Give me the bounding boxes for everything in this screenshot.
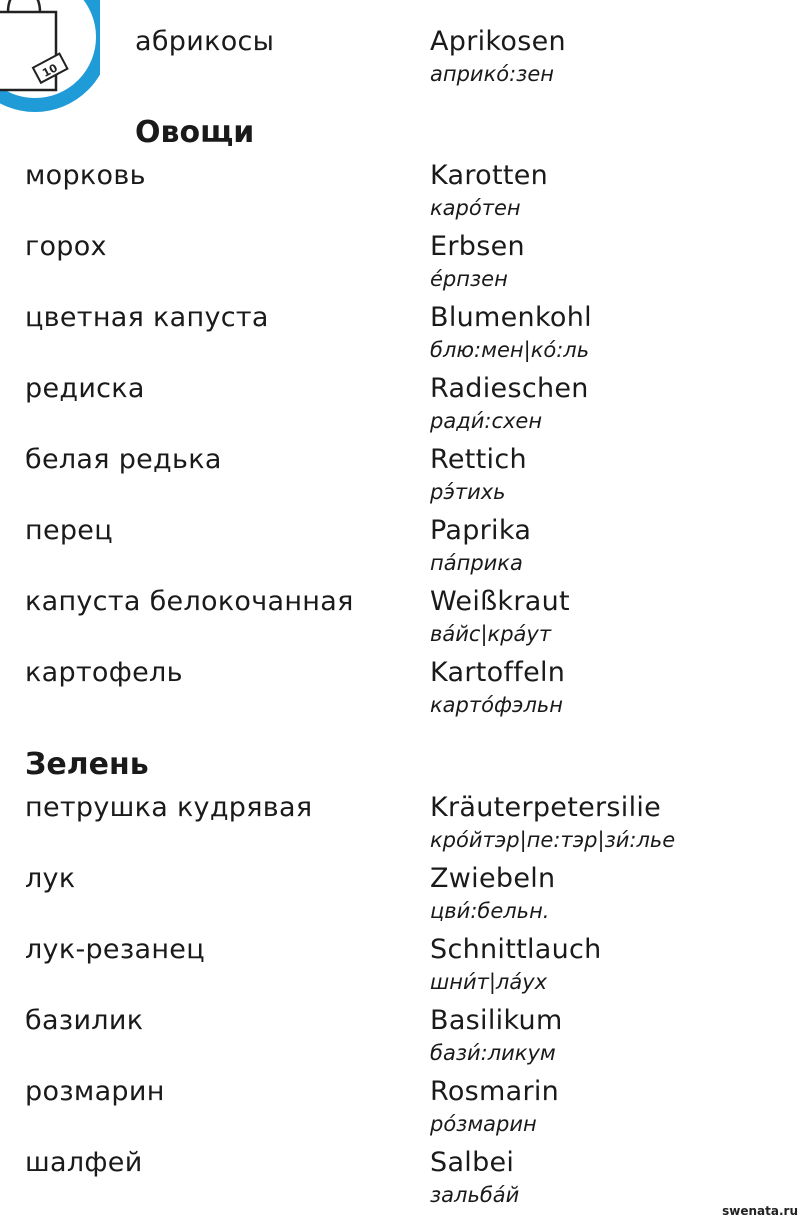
vocab-entry	[0, 863, 804, 933]
vocab-entry	[0, 934, 804, 1004]
vocab-entry	[0, 1147, 804, 1217]
transcription: цви́:бельн.	[430, 899, 550, 923]
russian-word: перец	[25, 515, 113, 546]
russian-word: редиска	[25, 373, 145, 404]
german-word: Erbsen	[430, 231, 525, 262]
section-heading-greens: Зелень	[25, 747, 149, 782]
vocab-entry	[0, 657, 804, 727]
russian-word: розмарин	[25, 1076, 165, 1107]
russian-word: картофель	[25, 657, 183, 688]
german-word: Kräuterpetersilie	[430, 792, 662, 823]
svg-text:10: 10	[40, 61, 60, 80]
transcription: зальба́й	[430, 1183, 520, 1207]
russian-word: капуста белокочанная	[25, 586, 354, 617]
german-word: Zwiebeln	[430, 863, 556, 894]
german-word: Kartoffeln	[430, 657, 566, 688]
vocab-entry	[0, 302, 804, 372]
russian-word: лук-резанец	[25, 934, 205, 965]
vocab-entry	[0, 1076, 804, 1146]
transcription: карто́фэльн	[430, 693, 563, 717]
vocab-entry	[0, 231, 804, 301]
german-word: Basilikum	[430, 1005, 563, 1036]
transcription: па́прика	[430, 551, 523, 575]
transcription: бази́:ликум	[430, 1041, 556, 1065]
vocab-entry	[0, 160, 804, 230]
russian-word: горох	[25, 231, 107, 262]
german-word: Rettich	[430, 444, 527, 475]
german-word: Radieschen	[430, 373, 589, 404]
vocab-entry	[0, 373, 804, 443]
vocab-entry	[0, 792, 804, 862]
vocab-entry	[0, 586, 804, 656]
german-word: Schnittlauch	[430, 934, 602, 965]
german-word: Paprika	[430, 515, 532, 546]
vocab-entry	[0, 515, 804, 585]
transcription: каро́тен	[430, 196, 521, 220]
russian-word: морковь	[25, 160, 146, 191]
vocab-entry	[0, 444, 804, 514]
russian-word: цветная капуста	[25, 302, 269, 333]
russian-word: белая редька	[25, 444, 222, 475]
watermark: swenata.ru	[722, 1204, 798, 1218]
german-word: Karotten	[430, 160, 549, 191]
german-word: Rosmarin	[430, 1076, 560, 1107]
transcription: ради́:схен	[430, 409, 543, 433]
transcription: е́рпзен	[430, 267, 508, 291]
transcription: шни́т|ла́ух	[430, 970, 548, 994]
russian-word: лук	[25, 863, 76, 894]
russian-word: шалфей	[25, 1147, 143, 1178]
vocab-entry-intro	[0, 26, 804, 96]
german-word: Blumenkohl	[430, 302, 592, 333]
german-word: Aprikosen	[430, 26, 566, 57]
transcription: блю:мен|ко́:ль	[430, 338, 590, 362]
russian-word: петрушка кудрявая	[25, 792, 313, 823]
transcription: априко́:зен	[430, 62, 555, 86]
german-word: Weißkraut	[430, 586, 570, 617]
transcription: ва́йс|кра́ут	[430, 622, 552, 646]
transcription: ро́змарин	[430, 1112, 537, 1136]
transcription: рэ́тихь	[430, 480, 506, 504]
russian-word: абрикосы	[135, 26, 275, 57]
german-word: Salbei	[430, 1147, 515, 1178]
section-heading-vegetables: Овощи	[135, 115, 255, 150]
russian-word: базилик	[25, 1005, 144, 1036]
transcription: кро́йтэр|пе:тэр|зи́:лье	[430, 828, 676, 852]
vocab-entry	[0, 1005, 804, 1075]
